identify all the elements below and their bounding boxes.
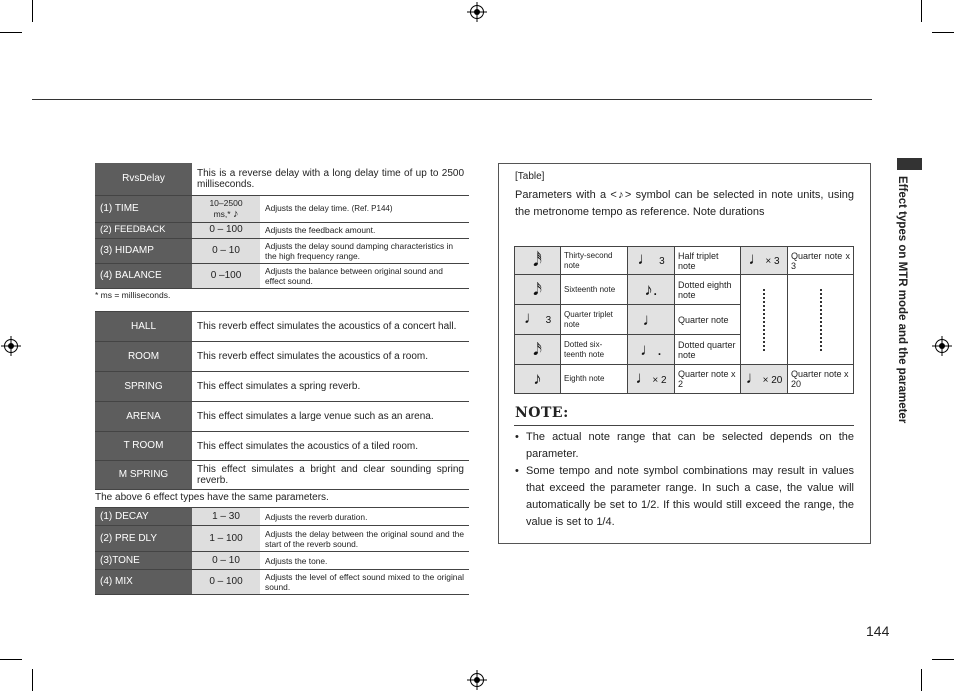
- note-row: [515, 247, 854, 275]
- param-desc: Adjusts the balance between original sound and effect sound.: [260, 263, 469, 288]
- reverb-row: [95, 461, 469, 490]
- reverb-desc: This reverb effect simulates the acoustics of a concert hall.: [192, 312, 469, 342]
- crop-mark: [932, 659, 954, 660]
- note-label: Quarter note x 3: [788, 247, 854, 275]
- reverb-name: M SPRING: [95, 461, 192, 490]
- param-range: [192, 195, 260, 222]
- table-intro: [515, 187, 854, 221]
- crop-mark: [932, 32, 954, 33]
- crop-mark: [921, 669, 922, 691]
- reverb-row: [95, 342, 469, 372]
- note-label: Thirty-second note: [561, 247, 628, 275]
- thirty-second-note-icon: 𝅘𝅥𝅰: [515, 247, 561, 275]
- param-row: [95, 222, 469, 238]
- eighth-note-icon: ♪: [232, 207, 239, 220]
- page-reference: (Ref. P144): [351, 204, 393, 213]
- intro-before: Parameters with a <: [515, 189, 617, 201]
- reverb-name: ROOM: [95, 342, 192, 372]
- continuation-dots: [741, 275, 788, 365]
- param-label: (2) PRE DLY: [95, 526, 192, 552]
- note-label: Quarter note x 2: [675, 365, 741, 394]
- note-title: NOTE:: [515, 405, 569, 421]
- reverb-params-table: [95, 507, 469, 595]
- rvsdelay-header-row: [95, 163, 469, 195]
- continuation-dots: [788, 275, 854, 365]
- param-label: (4) MIX: [95, 570, 192, 595]
- reverb-row: [95, 312, 469, 342]
- side-tab-marker: [897, 158, 922, 170]
- note-row: [515, 365, 854, 394]
- reverb-name: T ROOM: [95, 432, 192, 461]
- registration-mark-icon: [467, 670, 487, 690]
- reverb-desc: This effect simulates a bright and clear sounding spring reverb.: [192, 461, 469, 490]
- quarter-note-x20-icon: ♩× 20: [741, 365, 788, 394]
- note-item: • Some tempo and note symbol combinations may result in values that exceed the parameter range. In such a case, the value will automatically be set to 1/2. If this would still exceed the range, the value is set to 1/4.: [514, 463, 854, 531]
- note-label: Half triplet note: [675, 247, 741, 275]
- note-label: Quarter note x 20: [788, 365, 854, 394]
- note-label: Dotted quarter note: [675, 335, 741, 365]
- dotted-quarter-note-icon: ♩.: [628, 335, 675, 365]
- param-range: 1 – 30: [192, 508, 260, 526]
- param-row: [95, 238, 469, 263]
- param-range: 0 – 10: [192, 552, 260, 570]
- param-desc: Adjusts the delay between the original sound and the start of the reverb sound.: [260, 526, 469, 552]
- registration-mark-icon: [467, 2, 487, 22]
- param-label: (2) FEEDBACK: [95, 222, 192, 238]
- side-section-label: Effect types on MTR mode and the parameter: [896, 176, 908, 424]
- note-label: Quarter triplet note: [561, 305, 628, 335]
- page-number: 144: [866, 623, 890, 639]
- param-desc: Adjusts the reverb duration.: [260, 508, 469, 526]
- registration-mark-icon: [1, 336, 21, 356]
- reverb-row: [95, 402, 469, 432]
- param-row: [95, 195, 469, 222]
- param-label: (3)TONE: [95, 552, 192, 570]
- param-row: [95, 508, 469, 526]
- param-desc: Adjusts the level of effect sound mixed to the original sound.: [260, 570, 469, 595]
- note-label: Quarter note: [675, 305, 741, 335]
- eighth-note-icon: ♪: [515, 365, 561, 394]
- note-duration-table: [514, 246, 854, 394]
- range-bottom: ms,*: [213, 208, 231, 219]
- header-rule: [32, 99, 872, 100]
- note-label: Sixteenth note: [561, 275, 628, 305]
- param-label: (4) BALANCE: [95, 263, 192, 288]
- reverb-row: [95, 372, 469, 402]
- footnote: * ms = milliseconds.: [95, 290, 171, 300]
- note-label: Dotted six-teenth note: [561, 335, 628, 365]
- param-desc: Adjusts the feedback amount.: [260, 222, 469, 238]
- note-list: [514, 429, 854, 531]
- param-desc: Adjusts the tone.: [260, 552, 469, 570]
- param-desc: Adjusts the delay sound damping characteristics in the high frequency range.: [260, 238, 469, 263]
- reverb-note: The above 6 effect types have the same parameters.: [95, 492, 329, 503]
- table-heading: [Table]: [515, 171, 545, 182]
- param-range: 0 –100: [192, 263, 260, 288]
- param-desc: [260, 195, 469, 222]
- param-range: 1 – 100: [192, 526, 260, 552]
- rvsdelay-table: [95, 163, 469, 289]
- param-range: 0 – 10: [192, 238, 260, 263]
- reverb-desc: This effect simulates a spring reverb.: [192, 372, 469, 402]
- reverb-desc: This reverb effect simulates the acoustics of a room.: [192, 342, 469, 372]
- reverb-table: [95, 311, 469, 490]
- quarter-note-x3-icon: ♩× 3: [741, 247, 788, 275]
- effect-name: RvsDelay: [95, 163, 192, 195]
- note-rule: [514, 425, 854, 426]
- param-label: (1) TIME: [95, 195, 192, 222]
- quarter-note-icon: ♩: [628, 305, 675, 335]
- reverb-name: HALL: [95, 312, 192, 342]
- param-row: [95, 263, 469, 288]
- reverb-desc: This effect simulates a large venue such as an arena.: [192, 402, 469, 432]
- note-label: Dotted eighth note: [675, 275, 741, 305]
- reverb-desc: This effect simulates the acoustics of a tiled room.: [192, 432, 469, 461]
- effect-description: This is a reverse delay with a long delay time of up to 2500 milliseconds.: [192, 163, 469, 195]
- crop-mark: [32, 0, 33, 22]
- intro-after: > symbol can be selected in note units, using the metronome tempo as reference. Note durations: [515, 189, 855, 218]
- param-label: (1) DECAY: [95, 508, 192, 526]
- reverb-name: SPRING: [95, 372, 192, 402]
- reverb-name: ARENA: [95, 402, 192, 432]
- note-label: Eighth note: [561, 365, 628, 394]
- dotted-sixteenth-note-icon: 𝅘𝅥𝅯: [515, 335, 561, 365]
- crop-mark: [0, 659, 22, 660]
- param-row: [95, 526, 469, 552]
- crop-mark: [32, 669, 33, 691]
- sixteenth-note-icon: 𝅘𝅥𝅯: [515, 275, 561, 305]
- param-label: (3) HIDAMP: [95, 238, 192, 263]
- half-triplet-note-icon: ♩ 3: [628, 247, 675, 275]
- param-row: [95, 570, 469, 595]
- crop-mark: [0, 32, 22, 33]
- reverb-row: [95, 432, 469, 461]
- quarter-triplet-note-icon: ♩ 3: [515, 305, 561, 335]
- registration-mark-icon: [932, 336, 952, 356]
- eighth-note-icon: ♪: [616, 189, 625, 201]
- param-range: 0 – 100: [192, 222, 260, 238]
- range-top: 10–2500: [209, 197, 243, 208]
- param-range: 0 – 100: [192, 570, 260, 595]
- note-row: [515, 275, 854, 305]
- quarter-note-x2-icon: ♩× 2: [628, 365, 675, 394]
- note-item: • The actual note range that can be selected depends on the parameter.: [514, 429, 854, 463]
- dotted-eighth-note-icon: ♪.: [628, 275, 675, 305]
- crop-mark: [921, 0, 922, 22]
- param-row: [95, 552, 469, 570]
- param-desc-text: Adjusts the delay time.: [265, 203, 350, 213]
